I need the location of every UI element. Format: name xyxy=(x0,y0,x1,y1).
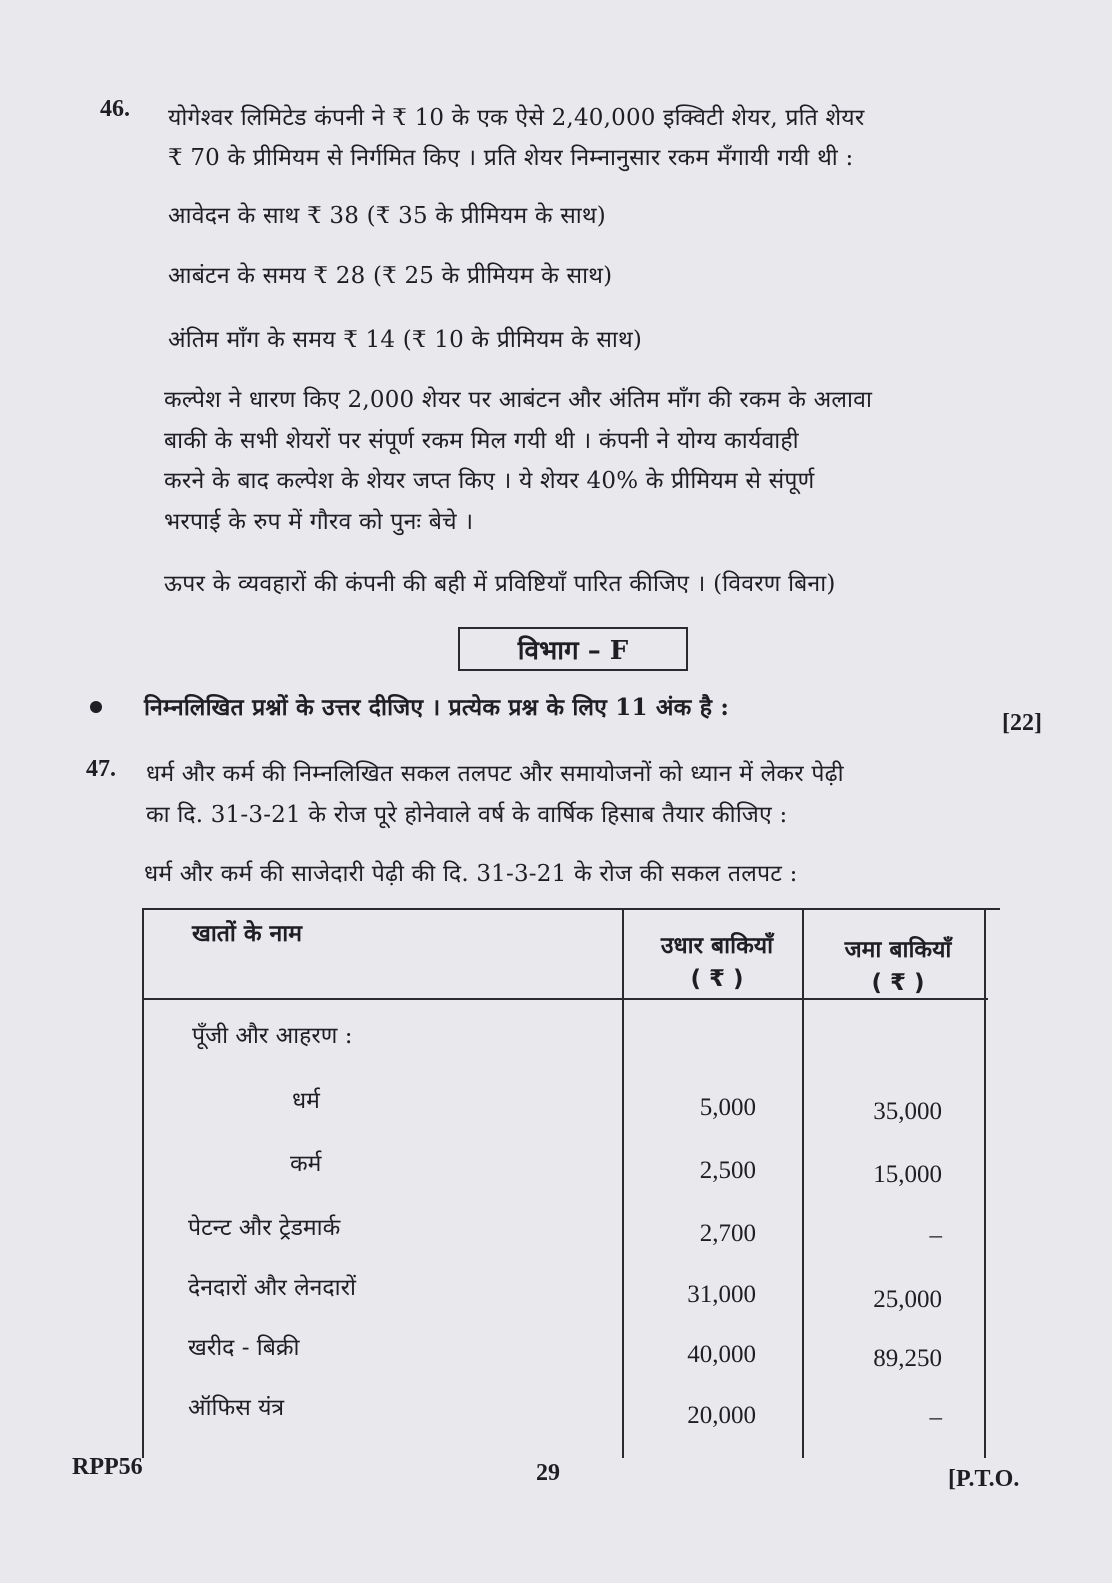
table-header-rule xyxy=(142,998,988,1000)
row-debit-dharm: 5,000 xyxy=(699,1094,756,1121)
page-number: 29 xyxy=(536,1460,560,1486)
section-f-heading: विभाग – F xyxy=(458,627,688,671)
q46-instruction: ऊपर के व्यवहारों की कंपनी की बही में प्रविष्टियाँ पारित कीजिए । (विवरण बिना) xyxy=(164,571,836,597)
q46-line-2: ₹ 70 के प्रीमियम से निर्गमित किए । प्रति शेयर निम्नानुसार रकम मँगायी गयी थी : xyxy=(168,145,854,171)
q46-para-line-1: कल्पेश ने धारण किए 2,000 शेयर पर आबंटन और अंतिम माँग की रकम के अलावा xyxy=(164,387,873,413)
header-account-name: खातों के नाम xyxy=(192,920,302,947)
header-credit: जमा बाकियाँ xyxy=(844,936,952,963)
row-debit-purchase: 40,000 xyxy=(687,1341,756,1368)
row-label-office-equipment: ऑफिस यंत्र xyxy=(188,1395,285,1421)
question-number-47: 47. xyxy=(86,756,116,782)
q46-call-allotment: आबंटन के समय ₹ 28 (₹ 25 के प्रीमियम के साथ) xyxy=(168,263,613,289)
row-debit-debtors: 31,000 xyxy=(687,1281,756,1308)
trial-balance-title: धर्म और कर्म की साजेदारी पेढ़ी की दि. 31-3-21 के रोज की सकल तलपट : xyxy=(144,861,798,887)
table-left-border xyxy=(142,908,144,1458)
q47-line-2: का दि. 31-3-21 के रोज पूरे होनेवाले वर्ष के वार्षिक हिसाब तैयार कीजिए : xyxy=(146,802,788,828)
trial-balance-table xyxy=(142,908,1000,1458)
q46-para-line-3: करने के बाद कल्पेश के शेयर जप्त किए । ये शेयर 40% के प्रीमियम से संपूर्ण xyxy=(164,468,815,494)
q47-line-1: धर्म और कर्म की निम्नलिखित सकल तलपट और समायोजनों को ध्यान में लेकर पेढ़ी xyxy=(146,761,844,787)
q46-call-application: आवेदन के साथ ₹ 38 (₹ 35 के प्रीमियम के साथ) xyxy=(168,203,606,229)
section-instruction: निम्नलिखित प्रश्नों के उत्तर दीजिए । प्रत्येक प्रश्न के लिए 11 अंक है : xyxy=(144,694,730,721)
header-credit-unit: ( ₹ ) xyxy=(871,970,925,996)
please-turn-over: [P.T.O. xyxy=(948,1466,1020,1492)
q46-para-line-4: भरपाई के रुप में गौरव को पुनः बेचे । xyxy=(164,509,474,535)
row-credit-sales: 89,250 xyxy=(873,1345,942,1372)
row-credit-office-equipment: – xyxy=(929,1404,942,1431)
paper-code: RPP56 xyxy=(72,1454,143,1480)
row-label-capital-drawings: पूँजी और आहरण : xyxy=(192,1023,353,1049)
row-credit-creditors: 25,000 xyxy=(873,1286,942,1313)
header-debit: उधार बाकियाँ xyxy=(660,932,774,959)
q46-call-final: अंतिम माँग के समय ₹ 14 (₹ 10 के प्रीमियम के साथ) xyxy=(168,327,643,353)
q46-line-1: योगेश्वर लिमिटेड कंपनी ने ₹ 10 के एक ऐसे 2,40,000 इक्विटी शेयर, प्रति शेयर xyxy=(168,105,865,131)
row-debit-office-equipment: 20,000 xyxy=(687,1402,756,1429)
section-marks: [22] xyxy=(1002,710,1042,736)
table-right-border xyxy=(984,908,986,1458)
row-debit-patents: 2,700 xyxy=(699,1220,756,1247)
row-label-debtors-creditors: देनदारों और लेनदारों xyxy=(188,1275,356,1301)
header-debit-unit: ( ₹ ) xyxy=(690,966,744,992)
row-credit-karm: 15,000 xyxy=(873,1161,942,1188)
bullet-icon xyxy=(90,701,102,713)
row-label-dharm: धर्म xyxy=(292,1088,320,1114)
table-top-border xyxy=(142,908,1000,910)
q46-para-line-2: बाकी के सभी शेयरों पर संपूर्ण रकम मिल गयी थी । कंपनी ने योग्य कार्यवाही xyxy=(164,428,799,454)
row-label-patents: पेटन्ट और ट्रेडमार्क xyxy=(188,1215,341,1241)
row-label-karm: कर्म xyxy=(290,1151,322,1177)
row-credit-dharm: 35,000 xyxy=(873,1098,942,1125)
row-debit-karm: 2,500 xyxy=(699,1157,756,1184)
row-label-purchase-sales: खरीद - बिक्री xyxy=(188,1335,300,1361)
question-number-46: 46. xyxy=(100,96,130,122)
row-credit-patents: – xyxy=(929,1222,942,1249)
